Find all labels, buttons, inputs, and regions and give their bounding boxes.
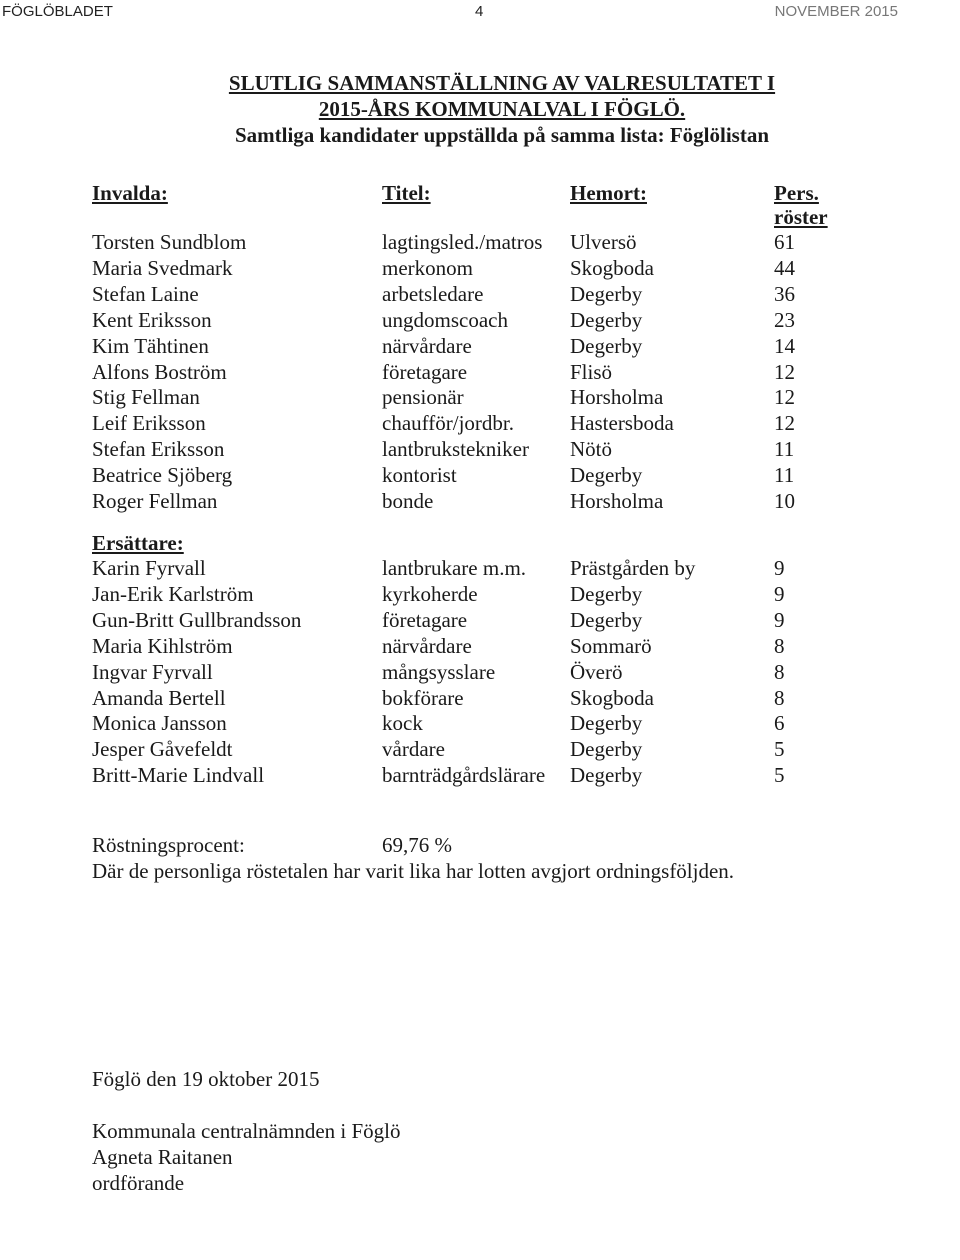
candidate-title: företagare [382, 359, 468, 384]
candidate-title: närvårdare [382, 633, 472, 658]
candidate-name: Karin Fyrvall [92, 556, 206, 580]
candidate-title: pensionär [382, 385, 464, 410]
candidate-home: Degerby [570, 333, 643, 358]
candidate-name: Roger Fellman [92, 489, 218, 513]
header-votes-line-2: röster [774, 205, 828, 229]
candidate-name: Monica Jansson [92, 711, 227, 736]
candidate-votes: 11 [774, 463, 795, 488]
candidate-votes: 9 [774, 607, 785, 632]
substitutes-heading: Ersättare: [92, 531, 184, 555]
header-votes-line-1: Pers. [774, 181, 819, 205]
candidate-votes: 11 [774, 437, 795, 462]
candidate-home: Degerby [570, 281, 643, 306]
candidate-name: Britt-Marie Lindvall [92, 763, 265, 788]
candidate-home: Prästgården by [570, 556, 696, 580]
candidate-title: närvårdare [382, 333, 472, 358]
candidate-votes: 5 [774, 737, 785, 762]
header-home: Hemort: [570, 181, 647, 205]
page-header [0, 0, 960, 26]
candidate-votes: 6 [774, 711, 785, 736]
candidate-home: Skogboda [570, 685, 654, 710]
candidate-home: Skogboda [570, 255, 654, 280]
candidate-home: Degerby [570, 763, 643, 788]
tie-note: Där de personliga röstetalen har varit lika har lotten avgjort ordningsföljden. [92, 859, 735, 883]
document-title-line-1: SLUTLIG SAMMANSTÄLLNING AV VALRESULTATET I [228, 71, 776, 95]
document-subtitle: Samtliga kandidater uppställda på samma lista: Föglölistan [234, 123, 770, 147]
candidate-name: Stig Fellman [92, 385, 200, 410]
candidate-votes: 8 [774, 659, 785, 684]
candidate-votes: 23 [774, 307, 795, 332]
signer-name: Agneta Raitanen [92, 1145, 233, 1169]
turnout-label: Röstningsprocent: [92, 833, 245, 857]
candidate-name: Beatrice Sjöberg [92, 463, 233, 488]
candidate-votes: 14 [774, 333, 795, 358]
candidate-votes: 5 [774, 763, 785, 788]
candidate-home: Degerby [570, 307, 643, 332]
candidate-votes: 36 [774, 281, 795, 306]
place-date: Föglö den 19 oktober 2015 [92, 1067, 320, 1091]
candidate-name: Amanda Bertell [92, 685, 226, 710]
candidate-votes: 9 [774, 556, 785, 580]
candidate-title: barnträdgårdslärare [382, 763, 546, 788]
candidate-title: merkonom [382, 255, 473, 280]
candidate-home: Ulversö [570, 230, 637, 254]
candidate-home: Horsholma [570, 385, 664, 410]
candidate-name: Alfons Boström [92, 359, 227, 384]
candidate-title: arbetsledare [382, 281, 484, 306]
candidate-home: Degerby [570, 711, 643, 736]
candidate-home: Degerby [570, 463, 643, 488]
candidate-title: bokförare [382, 685, 464, 710]
candidate-title: kock [382, 711, 423, 736]
candidate-home: Sommarö [570, 633, 652, 658]
organization: Kommunala centralnämnden i Föglö [92, 1119, 401, 1143]
candidate-name: Maria Kihlström [92, 633, 233, 658]
candidate-votes: 61 [774, 230, 795, 254]
candidate-votes: 12 [774, 411, 795, 436]
candidate-home: Hastersboda [570, 411, 674, 436]
candidate-title: kyrkoherde [382, 581, 478, 606]
candidate-name: Torsten Sundblom [92, 230, 247, 254]
candidate-name: Jesper Gåvefeldt [92, 737, 233, 762]
candidate-title: lantbrukstekniker [382, 437, 529, 462]
candidate-name: Maria Svedmark [92, 255, 233, 280]
candidate-name: Kim Tähtinen [92, 333, 209, 358]
header-title: Titel: [382, 181, 431, 205]
candidate-title: bonde [382, 489, 434, 513]
candidate-votes: 9 [774, 581, 785, 606]
publication-name: FÖGLÖBLADET [2, 3, 113, 20]
issue-date: NOVEMBER 2015 [774, 3, 898, 20]
candidate-title: företagare [382, 607, 468, 632]
candidate-title: ungdomscoach [382, 307, 508, 332]
candidate-title: lantbrukare m.m. [382, 556, 527, 580]
candidate-name: Kent Eriksson [92, 307, 212, 332]
candidate-name: Ingvar Fyrvall [92, 659, 213, 684]
document-title-line-2: 2015-ÅRS KOMMUNALVAL I FÖGLÖ. [318, 97, 686, 121]
candidate-name: Leif Eriksson [92, 411, 206, 436]
candidate-name: Stefan Eriksson [92, 437, 225, 462]
candidate-title: vårdare [382, 737, 445, 762]
candidate-votes: 12 [774, 359, 795, 384]
candidate-home: Nötö [570, 437, 612, 462]
candidate-votes: 12 [774, 385, 795, 410]
candidate-votes: 8 [774, 633, 785, 658]
candidate-votes: 10 [774, 489, 795, 513]
candidate-votes: 8 [774, 685, 785, 710]
candidate-title: chaufför/jordbr. [382, 411, 514, 436]
candidate-home: Överö [570, 659, 623, 684]
candidate-home: Degerby [570, 581, 643, 606]
turnout-value: 69,76 % [382, 833, 452, 857]
candidate-title: mångsysslare [382, 659, 496, 684]
signer-role: ordförande [92, 1171, 185, 1195]
candidate-votes: 44 [774, 255, 795, 280]
page-number: 4 [475, 3, 484, 20]
candidate-title: lagtingsled./matros [382, 230, 543, 254]
header-elected: Invalda: [92, 181, 168, 205]
candidate-home: Degerby [570, 607, 643, 632]
candidate-name: Jan-Erik Karlström [92, 581, 254, 606]
candidate-title: kontorist [382, 463, 457, 488]
candidate-home: Flisö [570, 359, 613, 384]
candidate-home: Horsholma [570, 489, 664, 513]
candidate-name: Gun-Britt Gullbrandsson [92, 607, 302, 632]
candidate-name: Stefan Laine [92, 281, 199, 306]
candidate-home: Degerby [570, 737, 643, 762]
